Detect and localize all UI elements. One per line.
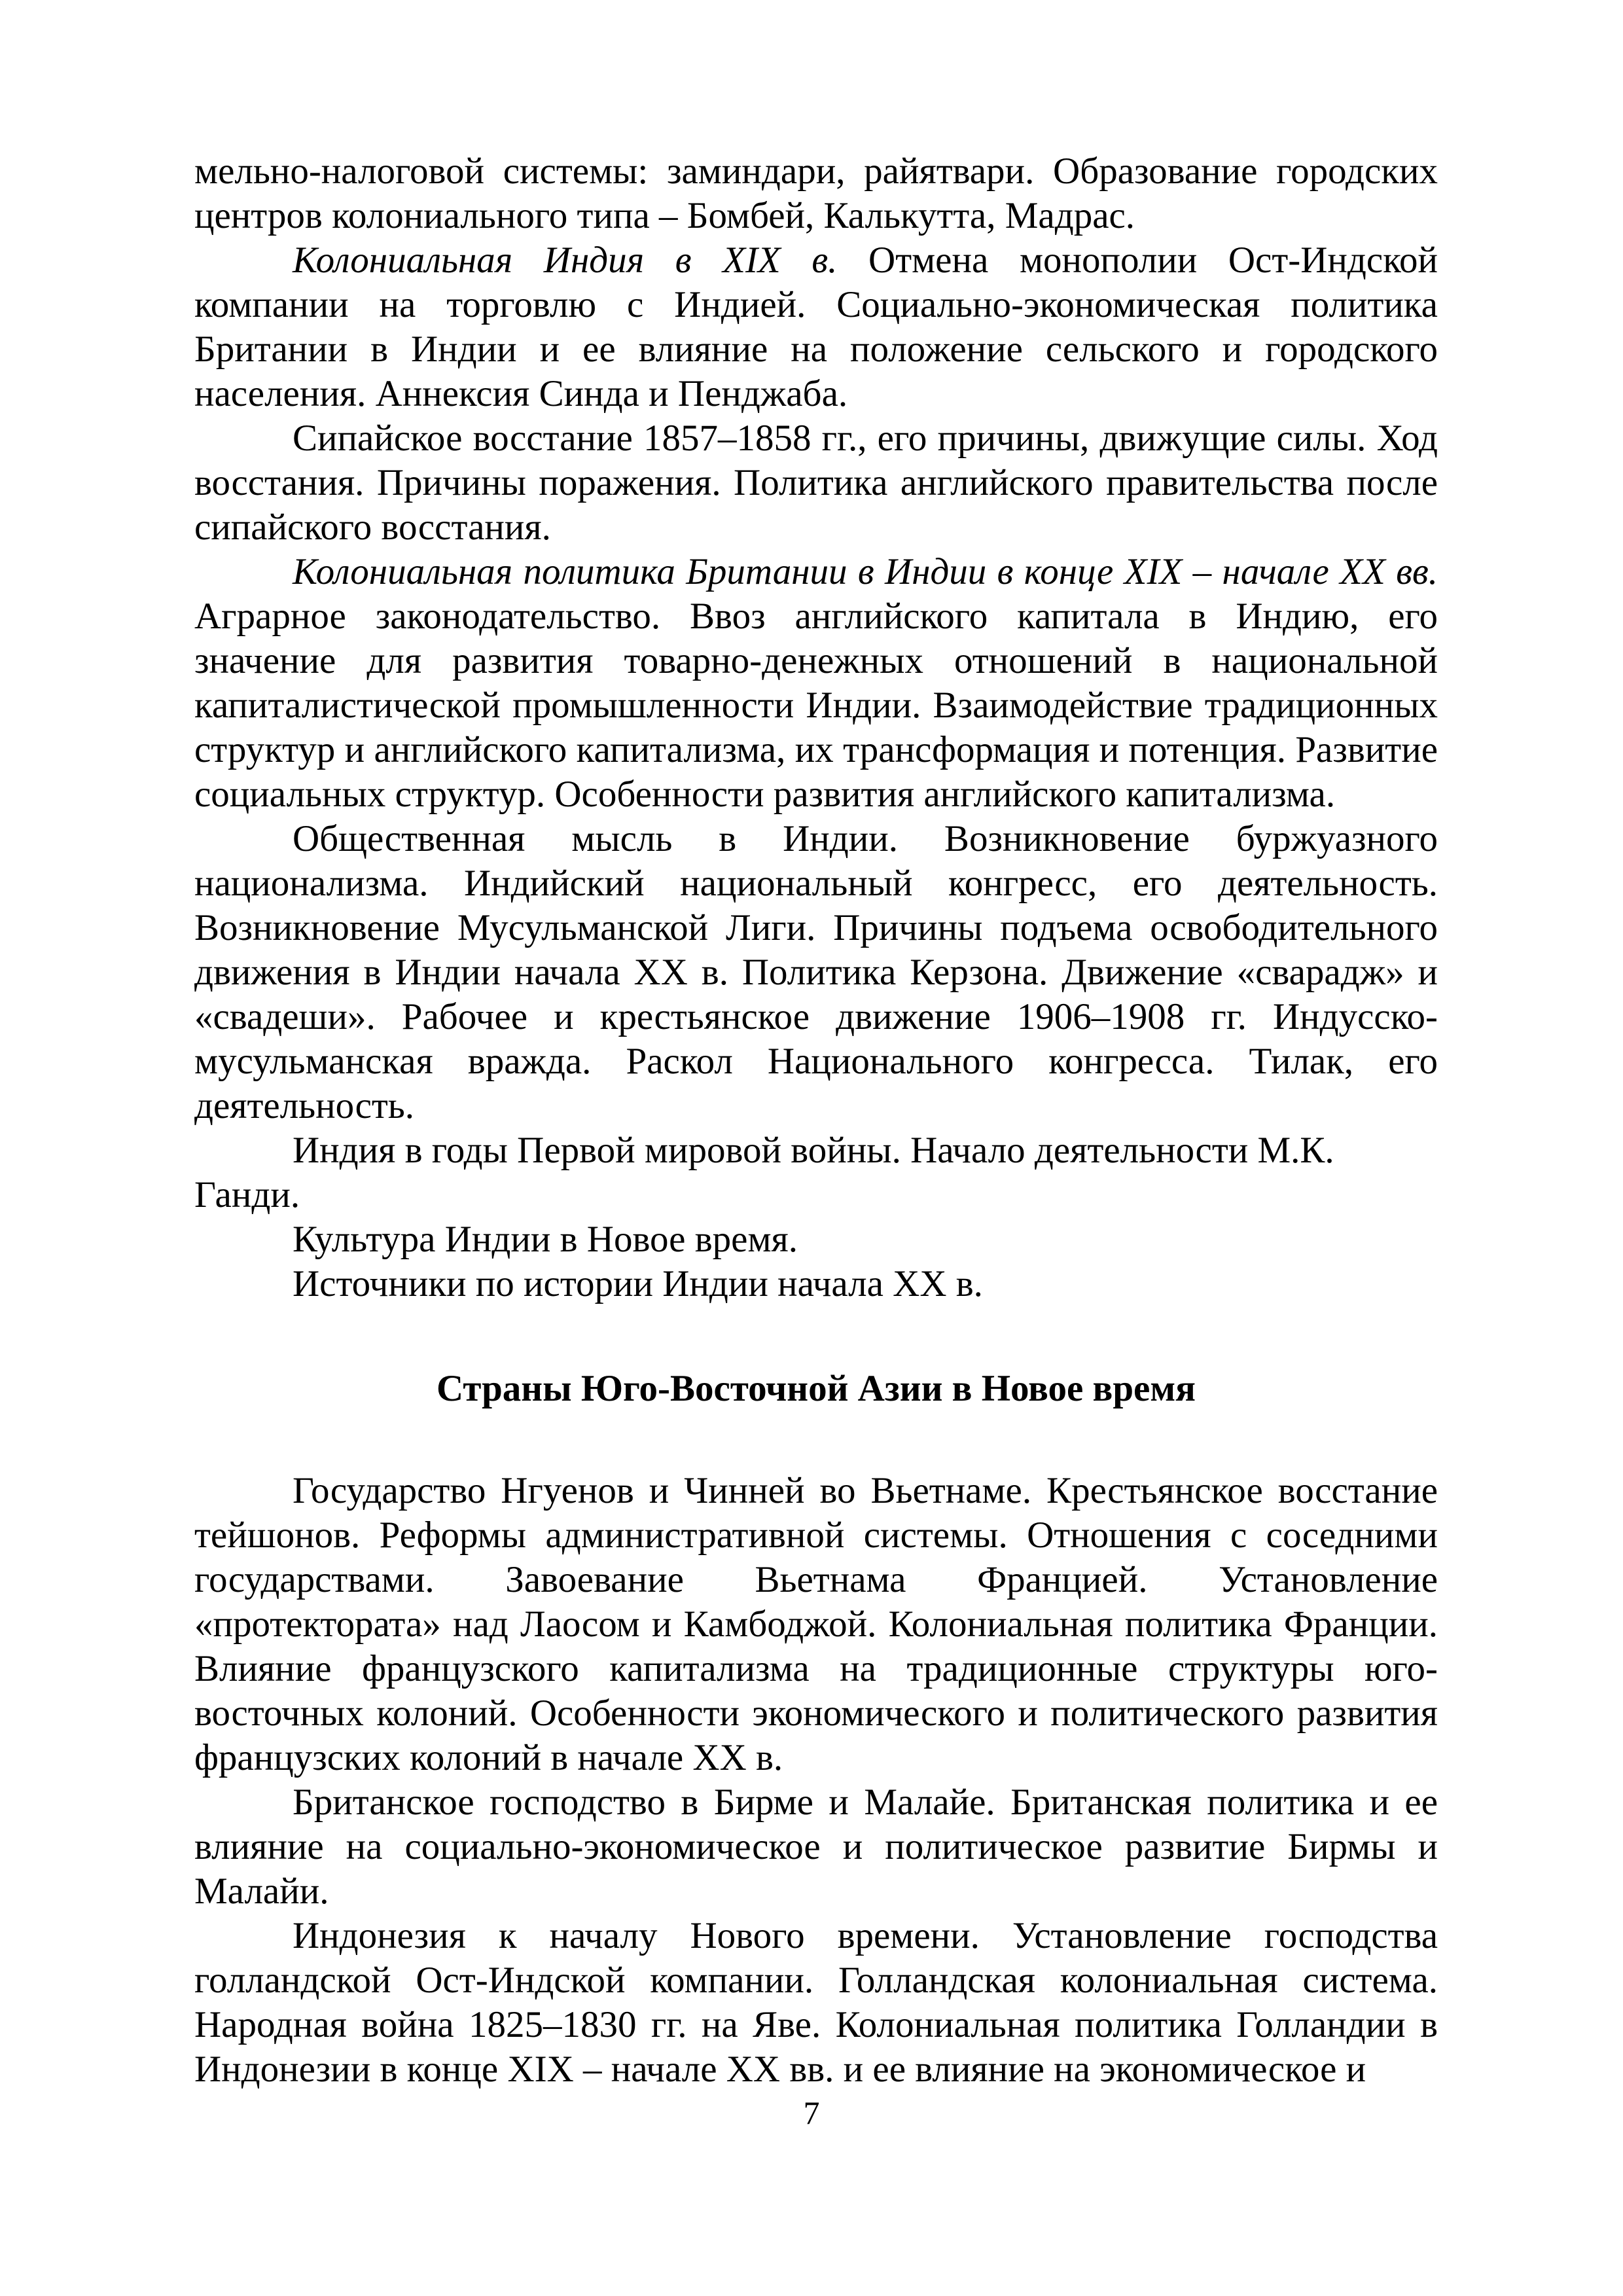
italic-lead-heading: Колониальная Индия в XIX в. (293, 240, 838, 281)
paragraph-indonesia (194, 1914, 1438, 2092)
paragraph-text: Культура Индии в Новое время. (293, 1219, 798, 1260)
page-number: 7 (803, 2094, 820, 2131)
paragraph-land-tax-system (194, 149, 1438, 238)
paragraph-colonial-india-19c (194, 238, 1438, 416)
section-heading: Страны Юго-Восточной Азии в Новое время (436, 1368, 1196, 1409)
paragraph-text: Британское господство в Бирме и Малайе. Британская политика и ее влияние на социально-экономическое и политическое развитие Бирмы и Малайи. (194, 1782, 1438, 1912)
italic-lead-heading: Колониальная политика Британии в Индии в конце XIX – начале XX вв. (293, 551, 1438, 592)
paragraph-text: Сипайское восстание 1857–1858 гг., его причины, движущие силы. Ход восстания. Причины поражения. Политика английского правительства после сипайского восстания. (194, 418, 1438, 548)
paragraph-colonial-policy-late-19c (194, 550, 1438, 817)
paragraph-text: мельно-налоговой системы: заминдари, райятвари. Образование городских центров колониального типа – Бомбей, Калькутта, Мадрас. (194, 151, 1438, 236)
paragraph-text: Аграрное законодательство. Ввоз английского капитала в Индию, его значение для развития товарно-денежных отношений в национальной капиталистической промышленности Индии. Взаимодействие традиционных структур и английского капитализма, их трансформация и потенция. Развитие социальных структур. Особенности развития английского капитализма. (194, 596, 1438, 815)
paragraph-text: Источники по истории Индии начала XX в. (293, 1263, 983, 1304)
paragraph-text: Государство Нгуенов и Чинней во Вьетнаме. Крестьянское восстание тейшонов. Реформы административной системы. Отношения с соседними государствами. Завоевание Вьетнама Францией. Установление «протектората» над Лаосом и Камбоджой. Колониальная политика Франции. Влияние французского капитализма на традиционные структуры юго-восточных колоний. Особенности экономического и политического развития французских колоний в начале XX в. (194, 1470, 1438, 1778)
paragraph-text: Отмена монополии Ост-Индской компании на торговлю с Индией. Социально-экономическая политика Британии в Индии и ее влияние на положение сельского и городского населения. Аннексия Синда и Пенджаба. (194, 240, 1438, 414)
paragraph-sources (194, 1262, 1438, 1306)
paragraph-world-war-one (194, 1128, 1438, 1217)
paragraph-text: Индонезия к началу Нового времени. Установление господства голландской Ост-Индской компании. Голландская колониальная система. Народная война 1825–1830 гг. на Яве. Колониальная политика Голландии в Индонезии в конце XIX – начале XX вв. и ее влияние на экономическое и (194, 1915, 1438, 2090)
paragraph-vietnam (194, 1469, 1438, 1780)
paragraph-sepoy-rebellion (194, 416, 1438, 550)
paragraph-social-thought (194, 817, 1438, 1128)
paragraph-text: Индия в годы Первой мировой войны. Начало деятельности М.К. Ганди. (194, 1130, 1334, 1215)
body-text (194, 149, 1438, 2092)
paragraph-culture (194, 1217, 1438, 1262)
paragraph-text: Общественная мысль в Индии. Возникновение буржуазного национализма. Индийский национальный конгресс, его деятельность. Возникновение Мусульманской Лиги. Причины подъема освободительного движения в Индии начала XX в. Политика Керзона. Движение «сварадж» и «свадеши». Рабочее и крестьянское движение 1906–1908 гг. Индусско-мусульманская вражда. Раскол Национального конгресса. Тилак, его деятельность. (194, 818, 1438, 1126)
paragraph-burma-malaya (194, 1780, 1438, 1914)
